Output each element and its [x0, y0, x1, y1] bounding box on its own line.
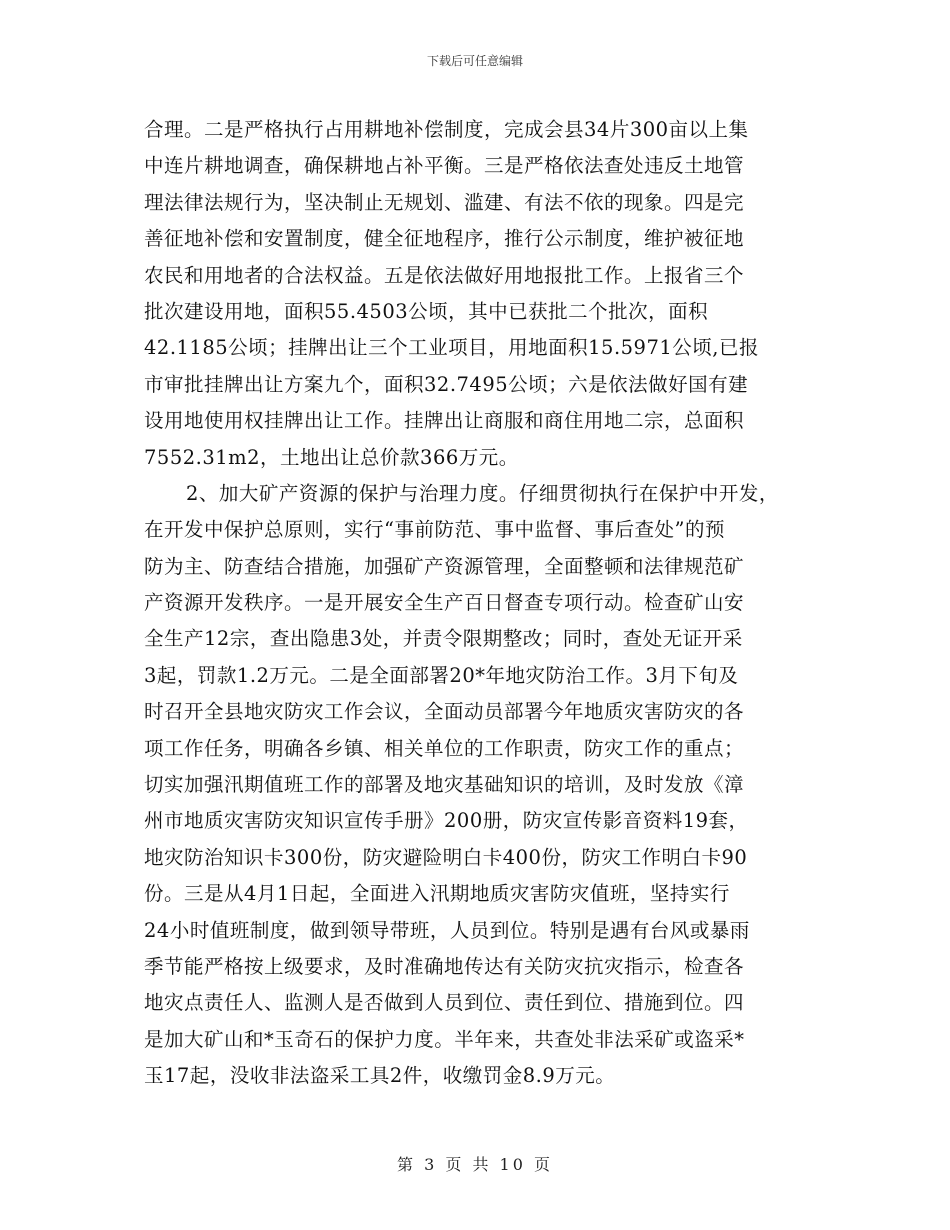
paragraph-heading-line: 2、加大矿产资源的保护与治理力度。仔细贯彻执行在保护中开发， — [186, 481, 779, 505]
text-line: 设用地使用权挂牌出让工作。挂牌出让商服和商住用地二宗，总面积 — [144, 409, 745, 433]
text-line: 批次建设用地，面积55.4503公顷，其中已获批二个批次，面积 — [144, 299, 709, 323]
text-line: 地灾点责任人、监测人是否做到人员到位、责任到位、措施到位。四 — [144, 991, 745, 1015]
text-line: 42.1185公顷；挂牌出让三个工业项目，用地面积15.5971公顷,已报 — [144, 336, 759, 360]
text-line: 切实加强汛期值班工作的部署及地灾基础知识的培训，及时发放《漳 — [144, 773, 745, 797]
text-line: 中连片耕地调查，确保耕地占补平衡。三是严格依法查处违反土地管 — [144, 154, 745, 178]
text-line: 时召开全县地灾防灾工作会议，全面动员部署今年地质灾害防灾的各 — [144, 700, 745, 724]
text-line: 是加大矿山和*玉奇石的保护力度。半年来，共查处非法采矿或盗采* — [144, 1027, 745, 1051]
text-line: 市审批挂牌出让方案九个，面积32.7495公顷；六是依法做好国有建 — [144, 372, 749, 396]
text-line: 防为主、防查结合措施，加强矿产资源管理，全面整顿和法律规范矿 — [144, 554, 745, 578]
text-line: 玉17起，没收非法盗采工具2件，收缴罚金8.9万元。 — [144, 1064, 616, 1088]
text-line: 7552.31m2，土地出让总价款366万元。 — [144, 445, 519, 469]
text-line: 全生产12宗，查出隐患3处，并责令限期整改；同时，查处无证开采 — [144, 627, 743, 651]
text-line: 在开发中保护总原则，实行“事前防范、事中监督、事后查处”的预 — [144, 518, 725, 542]
text-line: 善征地补偿和安置制度，健全征地程序，推行公示制度，维护被征地 — [144, 227, 745, 251]
text-line: 份。三是从4月1日起，全面进入汛期地质灾害防灾值班，坚持实行 — [144, 882, 730, 906]
text-line: 地灾防治知识卡300份，防灾避险明白卡400份，防灾工作明白卡90 — [144, 845, 748, 869]
page-header: 下载后可任意编辑 — [426, 54, 523, 68]
text-line: 3起，罚款1.2万元。二是全面部署20*年地灾防治工作。3月下旬及 — [144, 663, 739, 687]
text-line: 州市地质灾害防灾知识宣传手册》200册，防灾宣传影音资料19套， — [144, 809, 749, 833]
text-line: 农民和用地者的合法权益。五是依法做好用地报批工作。上报省三个 — [144, 263, 745, 287]
text-line: 产资源开发秩序。一是开展安全生产百日督查专项行动。检查矿山安 — [144, 591, 745, 615]
document-body — [144, 112, 824, 1095]
page-number-footer: 第 3 页 共 10 页 — [397, 1155, 553, 1174]
text-line: 季节能严格按上级要求，及时准确地传达有关防灾抗灾指示，检查各 — [144, 954, 745, 978]
text-line: 理法律法规行为，坚决制止无规划、滥建、有法不依的现象。四是完 — [144, 190, 745, 214]
text-line: 合理。二是严格执行占用耕地补偿制度，完成会县34片300亩以上集 — [144, 118, 749, 141]
text-line: 项工作任务，明确各乡镇、相关单位的工作职责，防灾工作的重点； — [144, 736, 745, 760]
text-line: 24小时值班制度，做到领导带班，人员到位。特别是遇有台风或暴雨 — [144, 918, 750, 942]
